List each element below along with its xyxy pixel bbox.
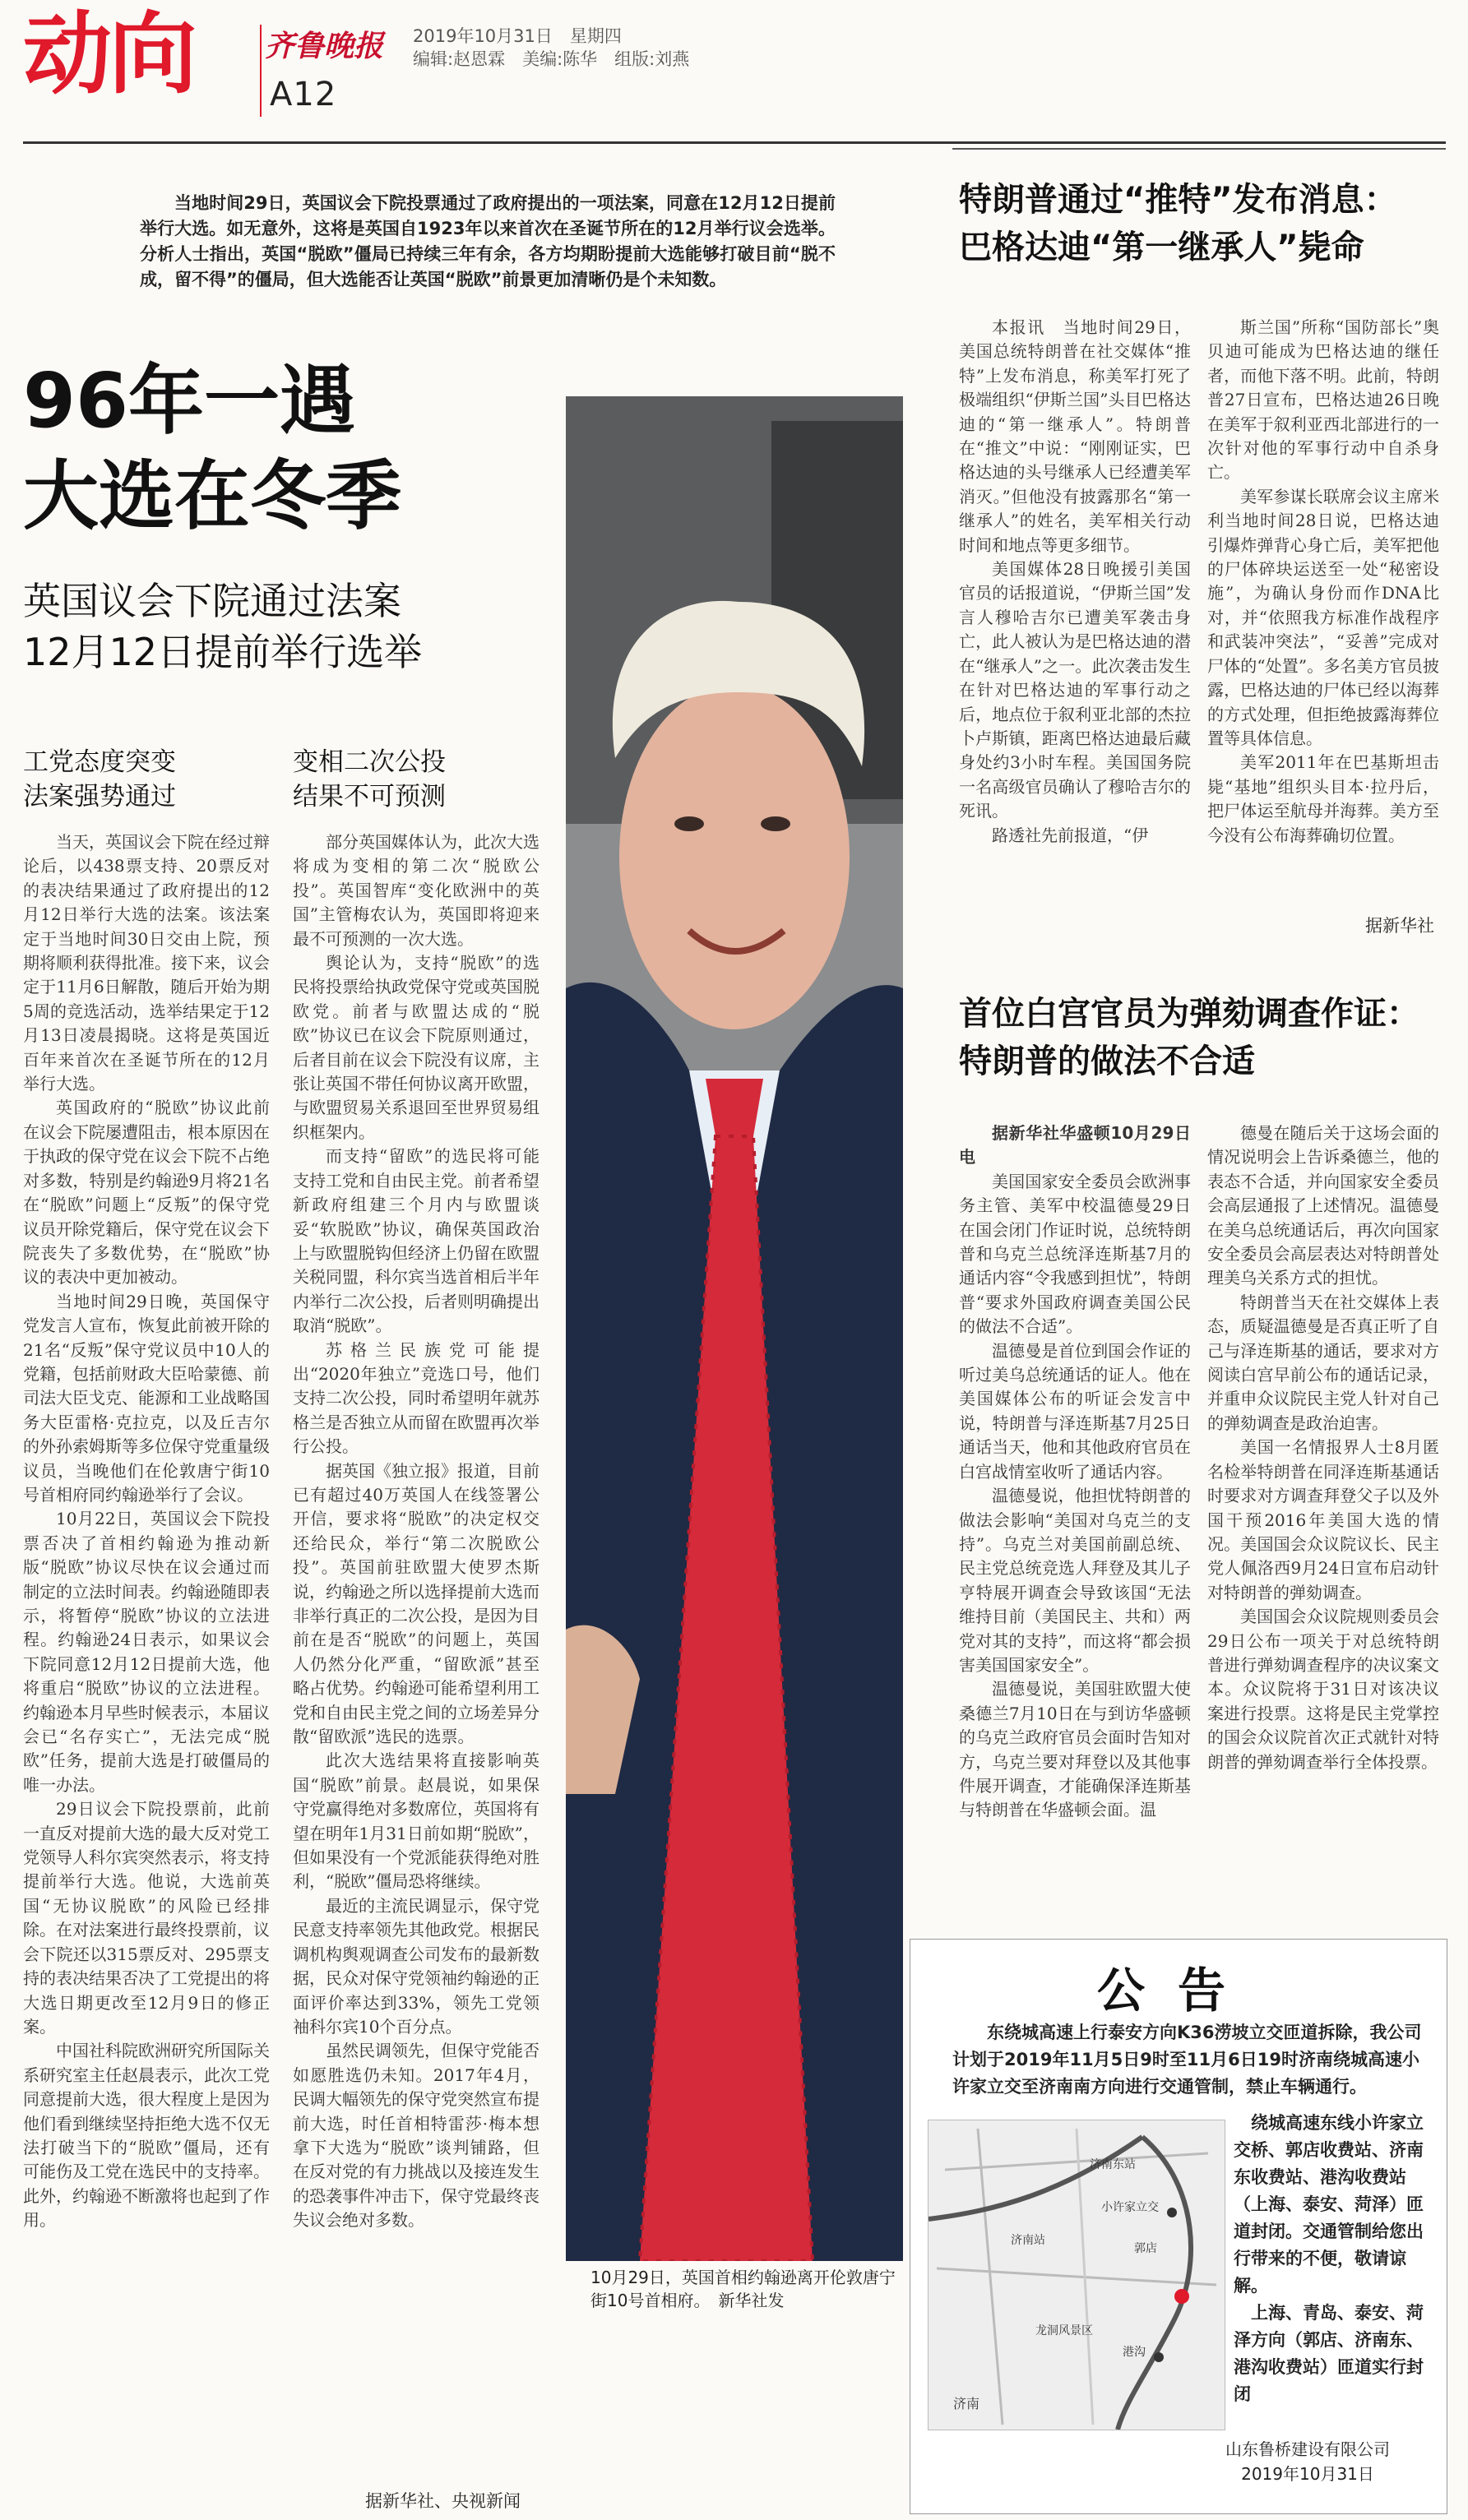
newspaper-name: 齐鲁晚报	[265, 29, 384, 63]
column-2-subtitle	[293, 745, 446, 814]
masthead-rule	[23, 141, 1446, 144]
story-3-column-2	[1207, 1121, 1439, 1911]
story-2-headline-line-2: 巴格达迪“第一继承人”毙命	[959, 229, 1364, 266]
column-1-subtitle-line-2: 法案强势通过	[23, 782, 176, 811]
paragraph: 最近的主流民调显示，保守党民意支持率领先其他政党。根据民调机构舆观调查公司发布的最新数据，民众对保守党领袖约翰逊的正面评价率达到33%，领先工党领袖科尔宾10个百分点。	[293, 1895, 540, 2037]
paragraph: 苏格兰民族党可能提出“2020年独立”竞选口号，他们支持二次公投，同时希望明年就苏格兰是否独立从而留在欧盟再次举行公投。	[293, 1339, 540, 1457]
story-2-headline	[959, 176, 1397, 271]
news-photo	[566, 396, 903, 2261]
story-3-headline-line-2: 特朗普的做法不合适	[959, 1043, 1255, 1080]
main-subhead	[23, 576, 422, 677]
map-label: 济南	[953, 2396, 980, 2411]
column-2-body	[293, 830, 540, 2483]
lead-paragraph: 当地时间29日，英国议会下院投票通过了政府提出的一项法案，同意在12月12日提前举行大选。如无意外，这将是英国自1923年以来首次在圣诞节所在的12月举行议会选举。分析人士指出，英国“脱欧”僵局已持续三年有余，各方均期盼提前大选能够打破目前“脱不成，留不得”的僵局，但大选能否让英国“脱欧”前景更加清晰仍是个未知数。	[140, 193, 836, 289]
notice-body: 东绕城高速上行泰安方向K36涝坡立交匝道拆除，我公司计划于2019年11月5日9时至11月6日19时济南绕城高速小许家立交至济南南方向进行交通管制，禁止车辆通行。	[952, 2023, 1422, 2097]
notice-company: 山东鲁桥建设有限公司	[1225, 2439, 1390, 2459]
column-1-subtitle	[23, 745, 176, 814]
column-2-subtitle-line-1: 变相二次公投	[293, 747, 446, 777]
main-headline	[23, 354, 401, 544]
paragraph: 此次大选结果将直接影响英国“脱欧”前景。赵晨说，如果保守党赢得绝对多数席位，英国将有望在明年1月31日前如期“脱欧”，但如果没有一个党派能获得绝对胜利，“脱欧”僵局恐将继续。	[293, 1750, 540, 1892]
story-2-column-1	[959, 316, 1191, 941]
paragraph: 美军参谋长联席会议主席米利当地时间28日说，巴格达迪引爆炸弹背心身亡后，美军把他的尸体碎块运送至一处“秘密设施”，为确认身份而作DNA比对，并“依照我方标准作战程序和武装冲突法”，“妥善”完成对尸体的“处置”。多名美方官员披露，巴格达迪的尸体已经以海葬的方式处理，但拒绝披露海葬位置等具体信息。	[1207, 486, 1439, 748]
paragraph: 中国社科院欧洲研究所国际关系研究室主任赵晨表示，此次工党同意提前大选，很大程度上是因为他们看到继续坚持拒绝大选不仅无法打破当下的“脱欧”僵局，还有可能伤及工党在选民中的支持率。此外，约翰逊不断激将也起到了作用。	[23, 2041, 270, 2231]
story-2-column-2	[1207, 316, 1439, 916]
section-rule	[952, 148, 1446, 150]
paragraph: 英国政府的“脱欧”协议此前在议会下院屡遭阻击，根本原因在于执政的保守党在议会下院不占绝对多数，特别是约翰逊9月将21名在“脱欧”问题上“反叛”的保守党议员开除党籍后，保守党在议会下院丧失了多数优势，在“脱欧”协议的表决中更加被动。	[23, 1098, 270, 1288]
paragraph: 美国国会众议院规则委员会29日公布一项关于对总统特朗普进行弹劾调查程序的决议案文本。众议院将于31日对该决议案进行投票。这将是民主党掌控的国会众议院首次正式就针对特朗普的弹劾调查举行全体投票。	[1207, 1607, 1439, 1772]
notice-signature	[1184, 2437, 1431, 2486]
map-label: 济南站	[1011, 2234, 1045, 2247]
story-3-headline-line-1: 首位白宫官员为弹劾调查作证：	[959, 995, 1419, 1033]
paragraph: 美国一名情报界人士8月匿名检举特朗普在同泽连斯基通话时要求对方调查拜登父子以及外国干预2016年美国大选的情况。美国国会众议院议长、民主党人佩洛西9月24日宣布启动针对特朗普的弹劾调查。	[1207, 1437, 1439, 1602]
masthead-meta	[413, 25, 689, 71]
story-2-source: 据新华社	[1365, 916, 1434, 936]
column-1-subtitle-line-1: 工党态度突变	[23, 747, 176, 777]
paragraph: 美国国家安全委员会欧洲事务主管、美军中校温德曼29日在国会闭门作证时说，总统特朗普和乌克兰总统泽连斯基7月的通话内容“令我感到担忧”，特朗普“要求外国政府调查美国公民的做法不合适”。	[959, 1171, 1191, 1337]
paragraph: 舆论认为，支持“脱欧”的选民将投票给执政党保守党或英国脱欧党。前者与欧盟达成的“脱欧”协议已在议会下院原则通过，后者目前在议会下院没有议席，主张让英国不带任何协议离开欧盟，与欧盟贸易关系退回至世界贸易组织框架内。	[293, 953, 540, 1142]
map-label: 济南东站	[1090, 2158, 1136, 2171]
paragraph: 据英国《独立报》报道，目前已有超过40万英国人在线签署公开信，要求将“脱欧”的决定权交还给民众，举行“第二次脱欧公投”。英国前驻欧盟大使罗杰斯说，约翰逊之所以选择提前大选而非举行真正的二次公投，是因为目前在是否“脱欧”的问题上，英国人仍然分化严重，“留欧派”甚至略占优势。约翰逊可能希望利用工党和自由民主党之间的立场差异分散“留欧派”选民的选票。	[293, 1460, 540, 1747]
paragraph: 本报讯 当地时间29日，美国总统特朗普在社交媒体“推特”上发布消息，称美军打死了极端组织“伊斯兰国”头目巴格达迪的“第一继承人”。特朗普在“推文”中说：“刚刚证实，巴格达迪的头号继承人已经遭美军消灭。”但他没有披露那名“第一继承人”的姓名，美军相关行动时间和地点等更多细节。	[959, 317, 1191, 555]
story-3-headline	[959, 990, 1419, 1085]
subhead-line-1: 英国议会下院通过法案	[23, 579, 401, 623]
paragraph: 路透社先前报道，“伊	[992, 825, 1149, 845]
editor-credits: 编辑:赵恩霖 美编:陈华 组版:刘燕	[413, 49, 690, 69]
paragraph: 温德曼是首位到国会作证的听过美乌总统通话的证人。他在美国媒体公布的听证会发言中说，特朗普与泽连斯基7月25日通话当天，他和其他政府官员在白宫战情室收听了通话内容。	[959, 1340, 1191, 1482]
map-label: 小许家立交	[1101, 2201, 1159, 2214]
paragraph: 10月22日，英国议会下院投票否决了首相约翰逊为推动新版“脱欧”协议尽快在议会通过而制定的立法时间表。约翰逊随即表示，将暂停“脱欧”协议的立法进程。约翰逊24日表示，如果议会下院同意12月12日提前大选，他将重启“脱欧”协议的立法进程。约翰逊本月早些时候表示，本届议会已“名存实亡”，无法完成“脱欧”任务，提前大选是打破僵局的唯一办法。	[23, 1509, 270, 1795]
map-label: 龙洞风景区	[1035, 2324, 1093, 2337]
paragraph: 虽然民调领先，但保守党能否如愿胜选仍未知。2017年4月，民调大幅领先的保守党突然宣布提前大选，时任首相特雷莎·梅本想拿下大选为“脱欧”谈判铺路，但在反对党的有力挑战以及接连发生的恐袭事件冲击下，保守党最终丧失议会绝对多数。	[293, 2041, 540, 2231]
paragraph: 温德曼说，他担忧特朗普的做法会影响“美国对乌克兰的支持”。乌克兰对美国前副总统、民主党总统竞选人拜登及其儿子亨特展开调查会导致该国“无法维持目前（美国民主、共和）两党对其的支持”，而这将“都会损害美国国家安全”。	[959, 1486, 1191, 1675]
paragraph: 特朗普当天在社交媒体上表态，质疑温德曼是否真正听了自己与泽连斯基的通话，要求对方阅读白宫早前公布的通话记录，并重申众议院民主党人针对自己的弹劾调查是政治迫害。	[1207, 1292, 1439, 1433]
section-title: 动向	[23, 3, 195, 106]
paragraph: 当地时间29日晚，英国保守党发言人宣布，恢复此前被开除的21名“反叛”保守党议员中10人的党籍，包括前财政大臣哈蒙德、前司法大臣戈克、能源和工业战略国务大臣雷格·克拉克，以及丘吉尔的外孙索姆斯等多位保守党重量级议员，当晚他们在伦敦唐宁街10号首相府同约翰逊举行了会议。	[23, 1291, 270, 1505]
story-2-headline-line-1: 特朗普通过“推特”发布消息：	[959, 181, 1397, 219]
column-1-body	[23, 830, 270, 2499]
traffic-map	[928, 2120, 1225, 2430]
paragraph: 斯兰国”所称“国防部长”奥贝迪可能成为巴格达迪的继任者，而他下落不明。此前，特朗普27日宣布，巴格达迪26日晚在美军于叙利亚西北部进行的一次针对他的军事行动中自杀身亡。	[1207, 317, 1439, 483]
notice-date: 2019年10月31日	[1241, 2464, 1374, 2484]
masthead-divider	[260, 25, 262, 117]
notice-side-notes	[1234, 2110, 1436, 2408]
headline-line-2: 大选在冬季	[23, 452, 402, 540]
page-number: A12	[270, 76, 337, 113]
paragraph: 德曼在随后关于这场会面的情况说明会上告诉桑德兰，他的表态不合适，并向国家安全委员会高层通报了上述情况。温德曼在美乌总统通话后，再次向国家安全委员会高层表达对特朗普处理美乌关系方式的担忧。	[1207, 1123, 1439, 1288]
subhead-line-2: 12月12日提前举行选举	[23, 630, 423, 674]
paragraph: 美国媒体28日晚援引美国官员的话报道说，“伊斯兰国”发言人穆哈吉尔已遭美军袭击身亡，此人被认为是巴格达迪的潜在“继承人”之一。此次袭击发生在针对巴格达迪的军事行动之后，地点位于叙利亚北部的杰拉卜卢斯镇，距离巴格达迪最后藏身处约3小时车程。美国国务院一名高级官员确认了穆哈吉尔的死讯。	[959, 559, 1191, 821]
column-2-subtitle-line-2: 结果不可预测	[293, 782, 446, 811]
headline-line-1: 96年一遇	[23, 357, 356, 445]
notice-note: 绕城高速东线小许家立交桥、郭店收费站、济南东收费站、港沟收费站（上海、泰安、菏泽）匝道封闭。交通管制给您出行带来的不便，敬请谅解。	[1234, 2113, 1424, 2296]
photo-caption: 10月29日，英国首相约翰逊离开伦敦唐宁街10号首相府。 新华社发	[590, 2268, 896, 2310]
map-label: 港沟	[1123, 2346, 1146, 2359]
dateline: 据新华社华盛顿10月29日电	[959, 1123, 1191, 1168]
paragraph: 29日议会下院投票前，此前一直反对提前大选的最大反对党工党领导人科尔宾突然表示，将支持提前举行大选。他说，大选前英国“无协议脱欧”的风险已经排除。在对法案进行最终投票前，议会下院还以315票反对、295票支持的表决结果否决了工党提出的将大选日期更改至12月9日的修正案。	[23, 1799, 270, 2037]
paragraph: 美军2011年在巴基斯坦击毙“基地”组织头目本·拉丹后，把尸体运至航母并海葬。美方至今没有公布海葬确切位置。	[1207, 752, 1439, 845]
main-story-source: 据新华社、央视新闻	[365, 2491, 521, 2511]
paragraph: 部分英国媒体认为，此次大选将成为变相的第二次“脱欧公投”。英国智库“变化欧洲中的英国”主管梅农认为，英国即将迎来最不可预测的一次大选。	[293, 832, 540, 949]
issue-date: 2019年10月31日 星期四	[413, 26, 622, 46]
notice-note: 上海、青岛、泰安、菏泽方向（郭店、济南东、港沟收费站）匝道实行封闭	[1234, 2303, 1424, 2404]
paragraph: 温德曼说，美国驻欧盟大使桑德兰7月10日在与到访华盛顿的乌克兰政府官员会面时告知对方，乌克兰要对拜登以及其他事件展开调查，才能确保泽连斯基与特朗普在华盛顿会面。温	[959, 1679, 1191, 1820]
notice-title: 公告	[1096, 1963, 1258, 2018]
paragraph: 当天，英国议会下院在经过辩论后，以438票支持、20票反对的表决结果通过了政府提出的12月12日举行大选的法案。该法案定于当地时间30日交由上院，预期将顺利获得批准。接下来，议会定于11月6日解散，随后开始为期5周的竞选活动，选举结果定于12月13日凌晨揭晓。这将是英国近百年来首次在圣诞节所在的12月举行大选。	[23, 832, 270, 1094]
paragraph: 而支持“留欧”的选民将可能支持工党和自由民主党。前者希望新政府组建三个月内与欧盟谈妥“软脱欧”协议，确保英国政治上与欧盟脱钩但经济上仍留在欧盟关税同盟，科尔宾当选首相后半年内举行二次公投，后者则明确提出取消“脱欧”。	[293, 1146, 540, 1336]
map-label: 郭店	[1134, 2242, 1157, 2255]
photo-illustration	[566, 396, 903, 2261]
road-map-graphic	[928, 2120, 1225, 2430]
story-3-column-1	[959, 1121, 1191, 1911]
